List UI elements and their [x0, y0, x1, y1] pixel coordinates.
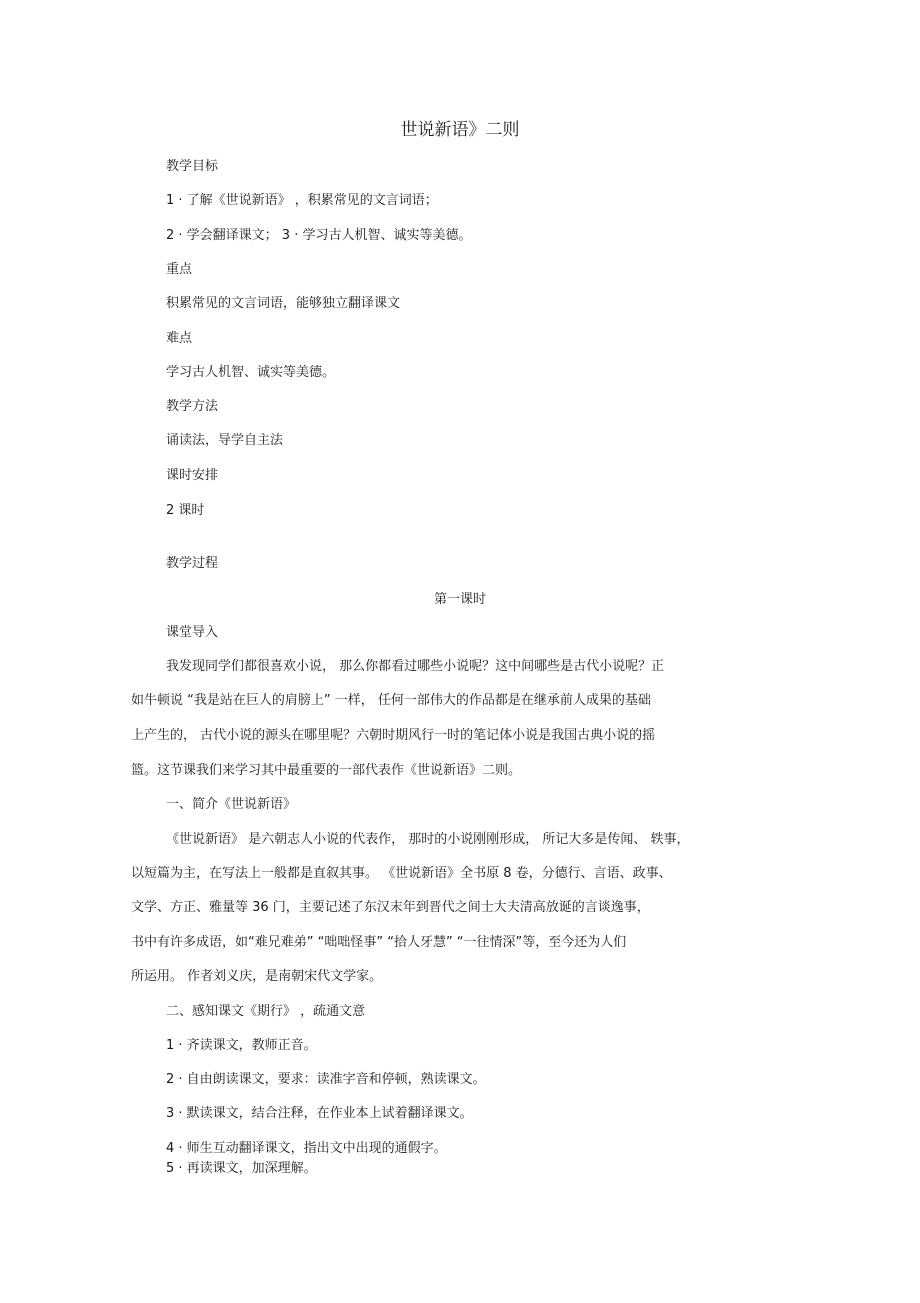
goals-heading: 教学目标 [166, 159, 219, 174]
section1-line: 书中有许多成语，如“难兄难弟” “咄咄怪事” “拾人牙慧” “一往情深”等，至今还为人们 [131, 935, 627, 950]
key-points-heading: 重点 [166, 262, 193, 277]
section1-line: 《世说新语》 是六朝志人小说的代表作， 那时的小说刚刚形成， 所记大多是传闻、 轶事， [166, 832, 690, 847]
goal-item-1: 1 · 了解《世说新语》 ，积累常见的文言词语； [166, 193, 438, 208]
difficulties-text: 学习古人机智、诚实等美德。 [166, 365, 336, 380]
schedule-text: 2 课时 [166, 503, 205, 518]
intro-line: 篮。这节课我们来学习其中最重要的一部代表作《世说新语》二则。 [131, 763, 522, 778]
intro-line: 如牛顿说 “我是站在巨人的肩膀上” 一样， 任何一部伟大的作品都是在继承前人成果的基础 [131, 693, 651, 708]
section2-heading: 二、感知课文《期行》 ，疏通文意 [166, 1004, 366, 1019]
intro-line: 上产生的， 古代小说的源头在哪里呢？六朝时期风行一时的笔记体小说是我国古典小说的摇 [131, 728, 656, 743]
section1-line: 以短篇为主，在写法上一般都是直叙其事。 《世说新语》全书原 8 卷，分德行、言语、政事、 [131, 866, 672, 881]
step-item: 4 · 师生互动翻译课文，指出文中出现的通假字。 [166, 1141, 447, 1156]
section1-heading: 一、简介《世说新语》 [166, 797, 297, 812]
lesson-title: 第一课时 [433, 592, 486, 607]
step-item: 2 · 自由朗读课文，要求：读准字音和停顿，熟读课文。 [166, 1072, 486, 1087]
goal-item-2: 2 · 学会翻译课文； 3 · 学习古人机智、诚实等美德。 [166, 228, 472, 243]
step-item: 1 · 齐读课文，教师正音。 [166, 1038, 317, 1053]
methods-text: 诵读法，导学自主法 [166, 433, 284, 448]
schedule-heading: 课时安排 [166, 468, 219, 483]
page-title: 世说新语》二则 [400, 120, 520, 140]
process-heading: 教学过程 [166, 556, 219, 571]
difficulties-heading: 难点 [166, 331, 193, 346]
intro-line: 我发现同学们都很喜欢小说， 那么你都看过哪些小说呢？这中间哪些是古代小说呢？正 [166, 659, 665, 674]
intro-heading: 课堂导入 [166, 625, 219, 640]
key-points-text: 积累常见的文言词语，能够独立翻译课文 [166, 296, 401, 311]
section1-line: 所运用。 作者刘义庆，是南朝宋代文学家。 [131, 969, 383, 984]
methods-heading: 教学方法 [166, 399, 219, 414]
section1-line: 文学、方正、雅量等 36 门，主要记述了东汉末年到晋代之间士大夫清高放诞的言谈逸事， [131, 900, 650, 915]
step-item: 3 · 默读课文，结合注释，在作业本上试着翻译课文。 [166, 1106, 473, 1121]
step-item: 5 · 再读课文，加深理解。 [166, 1161, 317, 1176]
